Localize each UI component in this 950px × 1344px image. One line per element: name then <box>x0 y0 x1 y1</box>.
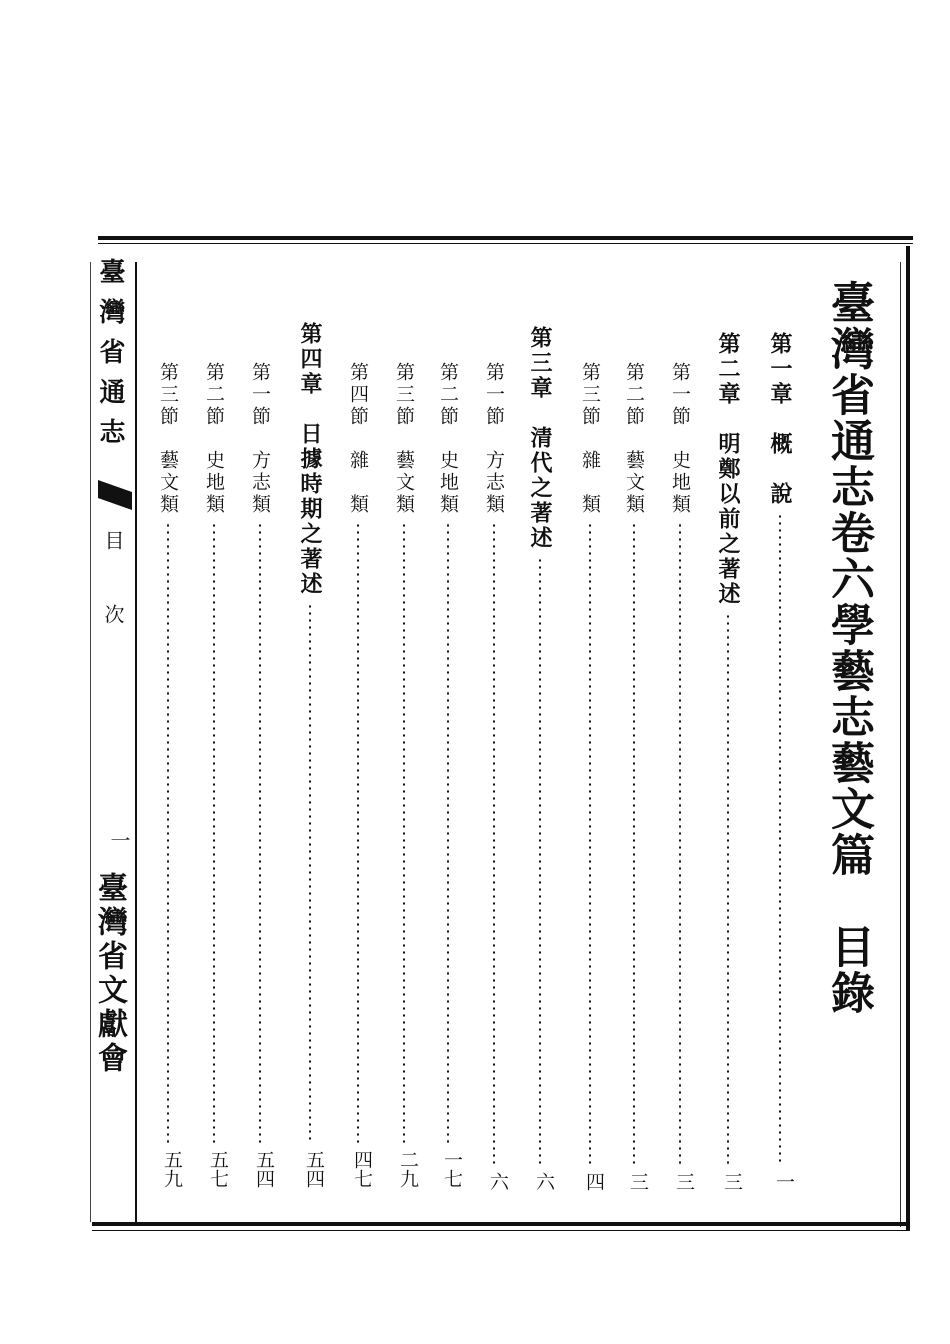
leader-dots <box>259 522 261 1144</box>
toc-entry-label: 第二節 史地類 <box>437 362 459 516</box>
margin-book-title: 臺灣省通志 <box>95 258 125 458</box>
leader-dots <box>493 522 495 1166</box>
leader-dots <box>727 613 729 1166</box>
toc-entry-section <box>434 362 468 1188</box>
toc-page-number: 一 <box>773 1172 795 1191</box>
toc-page-number: 六 <box>533 1172 555 1191</box>
leader-dots <box>589 522 591 1166</box>
page-title: 臺灣省通志卷六學藝志藝文篇 目錄 <box>823 280 874 1016</box>
toc-entry-label: 第三節 藝文類 <box>393 362 415 516</box>
frame-right-rule <box>906 246 910 1231</box>
toc-page-number: 四 <box>583 1172 605 1191</box>
toc-page-number: 三 <box>673 1172 695 1191</box>
toc-entry-label: 第二章 明鄭以前之著述 <box>715 332 741 607</box>
toc-entry-chapter <box>714 332 748 1191</box>
toc-entry-section <box>344 362 378 1188</box>
leader-dots <box>403 522 405 1144</box>
toc-entry-label: 第四章 日據時期之著述 <box>297 322 323 597</box>
margin-page-number: 一 <box>107 830 131 850</box>
frame-bottom-rule <box>92 1222 910 1226</box>
toc-page-number: 三 <box>721 1172 743 1191</box>
frame-top-rule <box>98 236 913 240</box>
toc-entry-section <box>246 362 280 1188</box>
margin-outer-line <box>90 262 91 1222</box>
frame-bottom-rule-thin <box>92 1230 910 1231</box>
toc-entry-label: 第三節 雜 類 <box>579 362 601 516</box>
toc-entry-section <box>480 362 514 1191</box>
toc-entry-section <box>576 362 610 1191</box>
toc-page-number: 五九 <box>161 1150 183 1188</box>
toc-entry-section <box>390 362 424 1188</box>
toc-entry-section <box>666 362 700 1191</box>
toc-page-number: 一七 <box>441 1150 463 1188</box>
toc-entry-chapter <box>296 322 330 1188</box>
frame-top-rule-thin <box>98 243 913 244</box>
leader-dots <box>357 522 359 1144</box>
toc-entry-label: 第一節 方志類 <box>483 362 505 516</box>
toc-page-number: 五七 <box>207 1150 229 1188</box>
leader-dots <box>309 603 311 1144</box>
toc-page-number: 五四 <box>253 1150 275 1188</box>
leader-dots <box>633 522 635 1166</box>
toc-entry-label: 第二節 史地類 <box>203 362 225 516</box>
leader-dots <box>167 522 169 1144</box>
toc-page-number: 五四 <box>303 1150 325 1188</box>
margin-section-label: 目次 <box>101 530 125 678</box>
toc-page-number: 六 <box>487 1172 509 1191</box>
toc-entry-label: 第二節 藝文類 <box>623 362 645 516</box>
fish-tail-mark <box>98 480 132 510</box>
toc-entry-label: 第三章 清代之著述 <box>527 326 553 551</box>
leader-dots <box>779 513 781 1166</box>
leader-dots <box>213 522 215 1144</box>
toc-entry-label: 第一節 方志類 <box>249 362 271 516</box>
leader-dots <box>539 557 541 1166</box>
toc-entry-chapter <box>526 326 560 1191</box>
toc-page-number: 四七 <box>351 1150 373 1188</box>
toc-entry-label: 第三節 藝文類 <box>157 362 179 516</box>
toc-entry-label: 第四節 雜 類 <box>347 362 369 516</box>
leader-dots <box>447 522 449 1144</box>
toc-entry-chapter <box>766 332 800 1191</box>
toc-entry-label: 第一節 史地類 <box>669 362 691 516</box>
publisher-stamp: 臺灣省文獻會 <box>92 872 127 1076</box>
toc-entry-section <box>200 362 234 1188</box>
toc-entry-section <box>154 362 188 1188</box>
leader-dots <box>679 522 681 1166</box>
frame-right-rule-thin <box>900 262 901 1227</box>
toc-entry-label: 第一章 概 說 <box>767 332 793 507</box>
margin-divider <box>135 262 137 1222</box>
toc-page-number: 三 <box>627 1172 649 1191</box>
toc-entry-section <box>620 362 654 1191</box>
toc-page-number: 二九 <box>397 1150 419 1188</box>
